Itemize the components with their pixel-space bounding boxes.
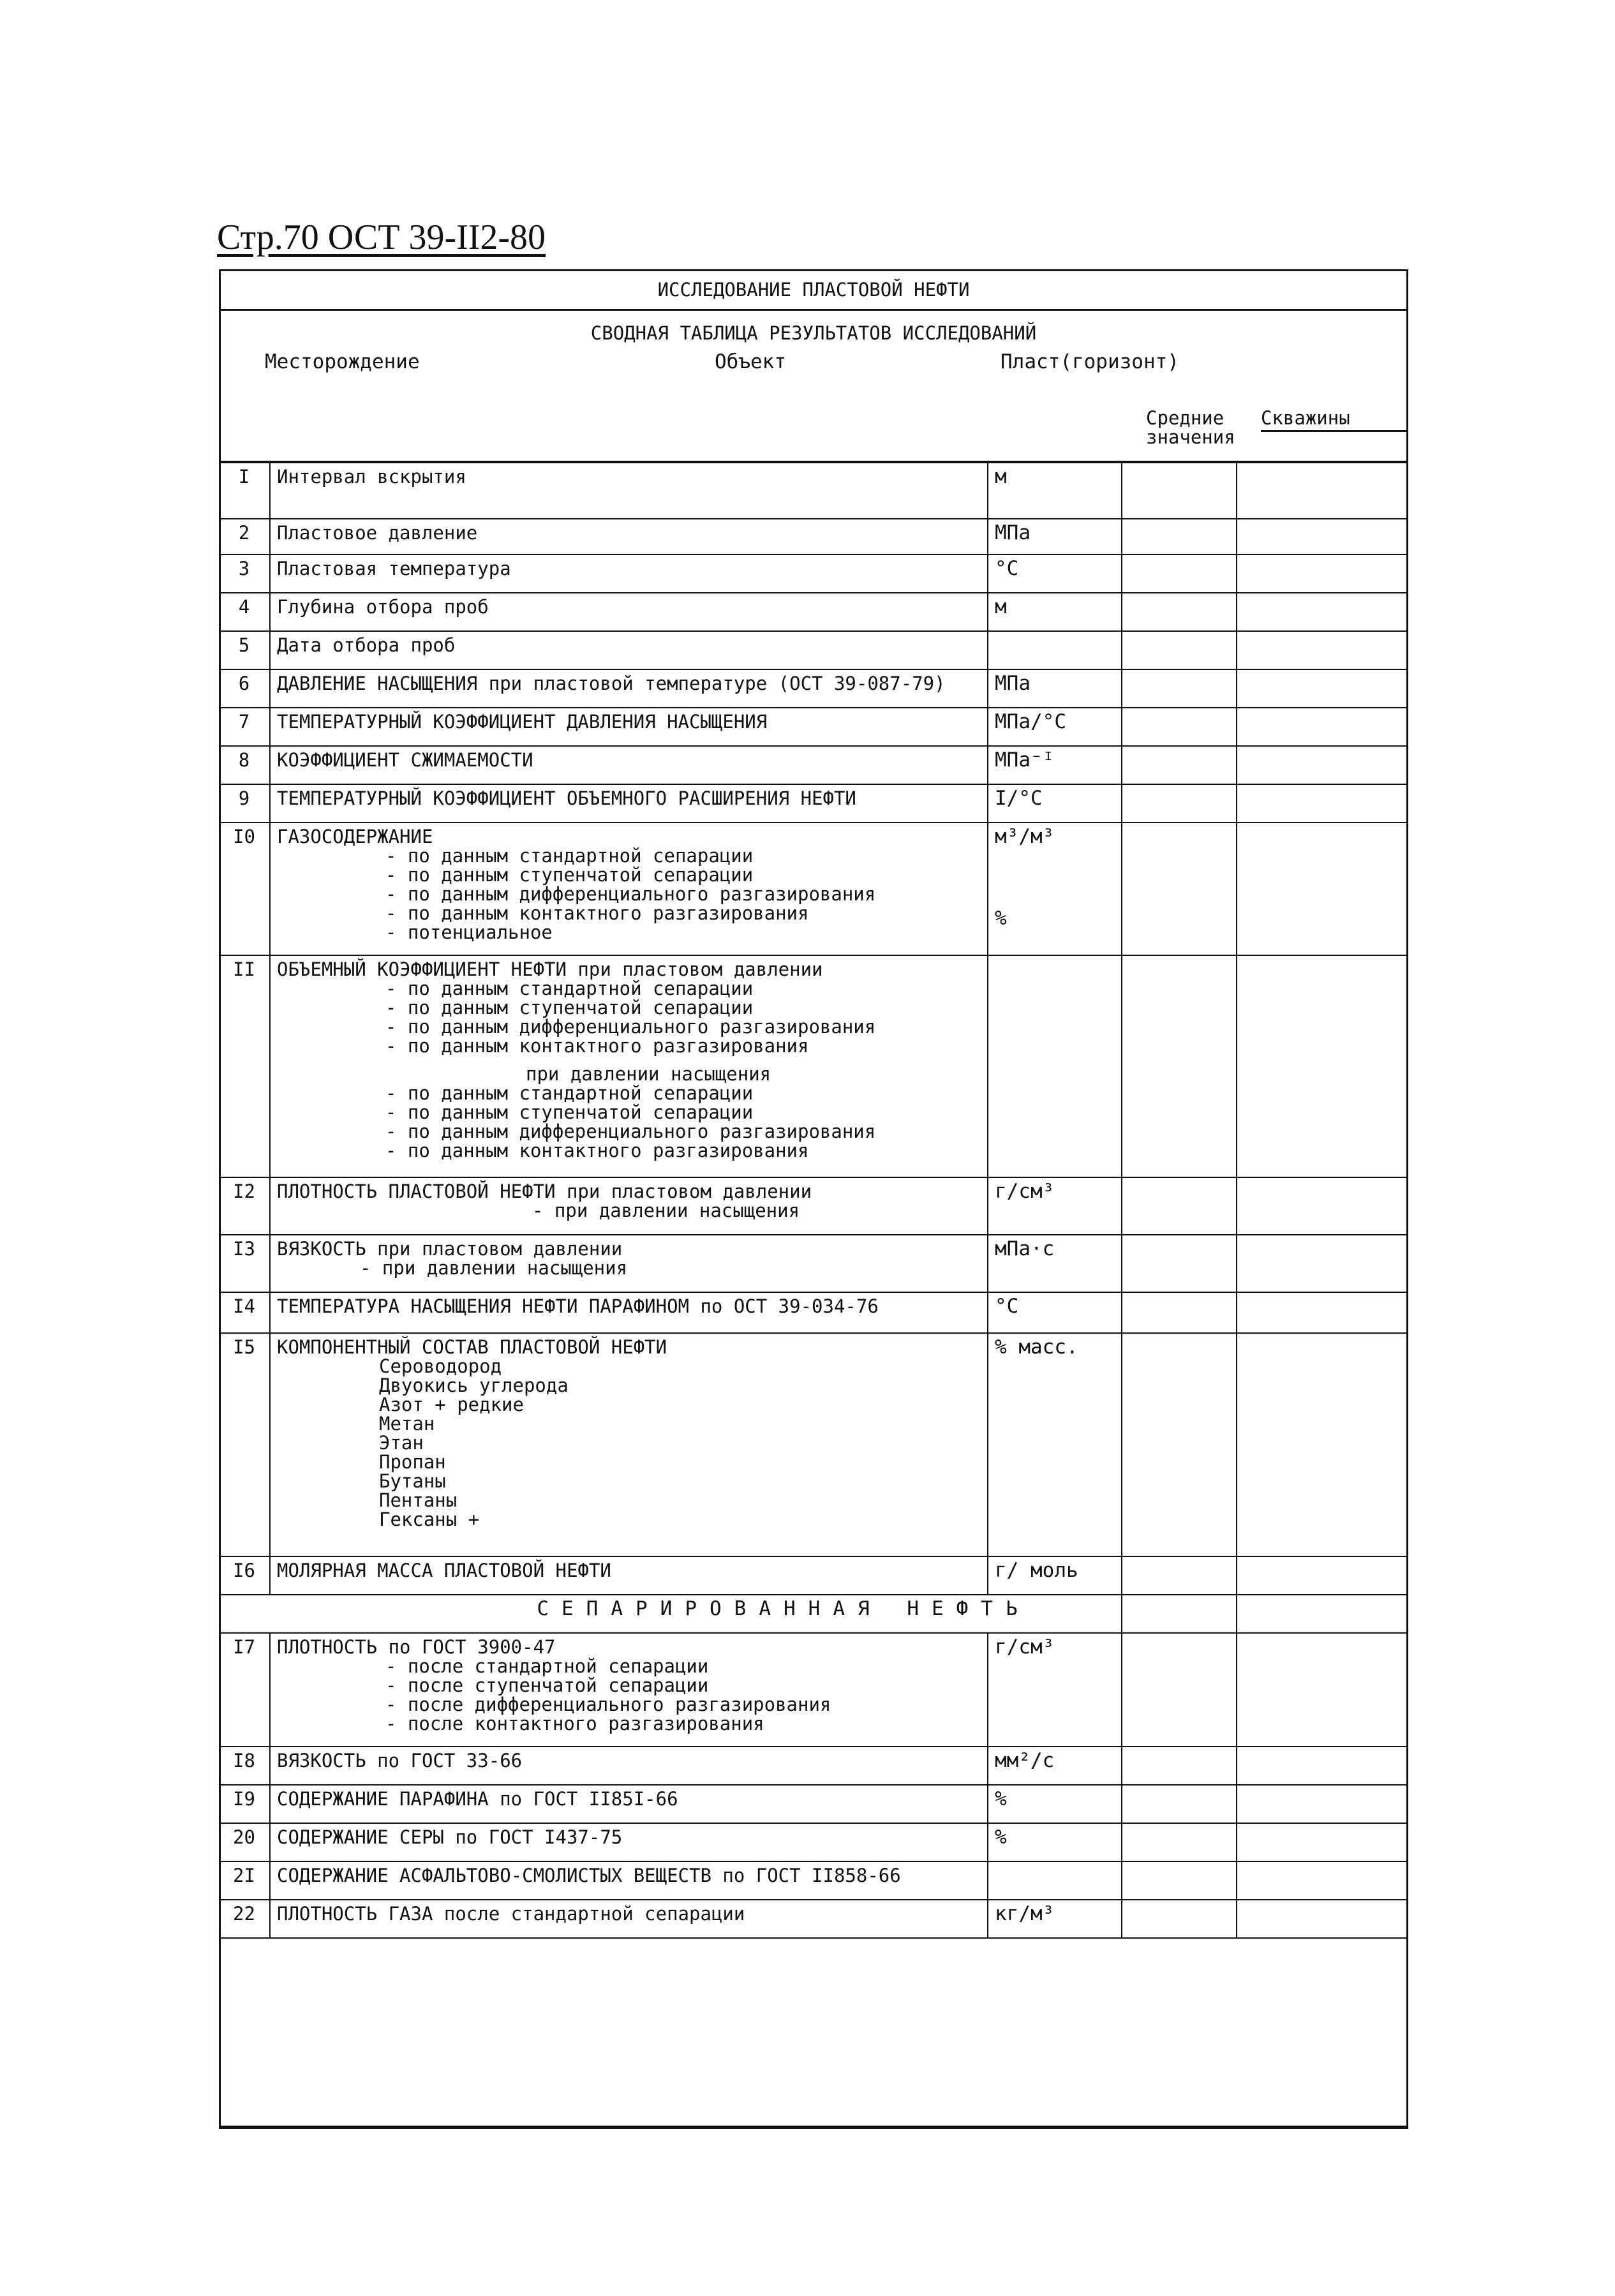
parameter-subitem: Гексаны +: [379, 1509, 480, 1530]
parameter-name: ТЕМПЕРАТУРА НАСЫЩЕНИЯ НЕФТИ ПАРАФИНОМ по ОСТ 39-034-76: [277, 1295, 879, 1317]
table-row: [219, 784, 1408, 823]
parameter-name: ВЯЗКОСТЬ по ГОСТ 33-66: [277, 1750, 523, 1771]
well-value-cell[interactable]: [1237, 746, 1408, 784]
unit-text: мм²/с: [995, 1749, 1055, 1772]
row-unit: [988, 669, 1122, 708]
unit-text: м³/м³: [995, 825, 1055, 848]
row-number: [219, 555, 270, 593]
parameter-subitem: - по данным стандартной сепарации: [385, 845, 754, 867]
parameter-name: ТЕМПЕРАТУРНЫЙ КОЭФФИЦИЕНТ ДАВЛЕНИЯ НАСЫЩЕНИЯ: [277, 711, 768, 733]
parameter-name: КОЭФФИЦИЕНТ СЖИМАЕМОСТИ: [277, 749, 533, 771]
avg-value-cell[interactable]: [1122, 1747, 1237, 1785]
well-value-cell[interactable]: [1237, 955, 1408, 1177]
table-row: [219, 746, 1408, 784]
parameter-subitem: Бутаны: [379, 1470, 446, 1492]
parameter-subitem: - после стандартной сепарации: [385, 1655, 709, 1677]
row-number-text: 2: [238, 522, 250, 544]
parameter-subitem: - по данным контактного разгазирования: [385, 1035, 809, 1057]
row-number-text: 6: [238, 673, 250, 694]
well-value-cell[interactable]: [1237, 631, 1408, 669]
table-row: [219, 1333, 1408, 1556]
avg-value-cell[interactable]: [1122, 1823, 1237, 1861]
row-unit: [988, 955, 1122, 1177]
row-number-text: I9: [233, 1788, 255, 1810]
well-value-cell[interactable]: [1237, 1333, 1408, 1556]
row-parameter: [270, 463, 988, 519]
row-parameter: [270, 555, 988, 593]
row-unit: [988, 1633, 1122, 1747]
row-unit: [988, 1900, 1122, 1938]
parameter-subitem: - по данным ступенчатой сепарации: [385, 864, 754, 886]
row-number-text: I: [238, 466, 250, 488]
row-unit: [988, 1333, 1122, 1556]
row-number-text: I7: [233, 1636, 255, 1658]
parameter-name: СОДЕРЖАНИЕ АСФАЛЬТОВО-СМОЛИСТЫХ ВЕЩЕСТВ по ГОСТ II858-66: [277, 1865, 901, 1886]
parameter-subheading: при давлении насыщения: [526, 1063, 771, 1085]
row-unit: [988, 1292, 1122, 1333]
unit-text: МПа: [995, 521, 1031, 544]
row-unit: [988, 784, 1122, 823]
well-value-cell[interactable]: [1237, 1747, 1408, 1785]
row-number-text: 22: [233, 1903, 255, 1925]
row-unit: [988, 823, 1122, 955]
parameter-name: ПЛОТНОСТЬ по ГОСТ 3900-47: [277, 1636, 556, 1658]
table-row: [219, 955, 1408, 1177]
row-unit: [988, 1747, 1122, 1785]
section-title: СЕПАРИРОВАННАЯ НЕФТЬ: [219, 1595, 1122, 1633]
row-unit: [988, 746, 1122, 784]
parameter-name: МОЛЯРНАЯ МАССА ПЛАСТОВОЙ НЕФТИ: [277, 1560, 611, 1581]
table-row: [219, 1235, 1408, 1292]
well-value-cell[interactable]: [1237, 1235, 1408, 1292]
row-parameter: [270, 1785, 988, 1823]
table-row: [219, 1747, 1408, 1785]
parameter-name: ПЛОТНОСТЬ ПЛАСТОВОЙ НЕФТИ при пластовом давлении: [277, 1181, 812, 1202]
row-unit: [988, 1823, 1122, 1861]
parameter-subitem: - по данным дифференциального разгазирования: [385, 1016, 876, 1038]
row-number: [219, 1785, 270, 1823]
table-row: [219, 1556, 1408, 1595]
well-value-cell[interactable]: [1237, 823, 1408, 955]
well-value-cell[interactable]: [1237, 1861, 1408, 1900]
results-table: [219, 462, 1408, 1939]
row-number: [219, 955, 270, 1177]
parameter-subitem: - по данным дифференциального разгазирования: [385, 883, 876, 905]
table-row: [219, 1900, 1408, 1938]
table-row: [219, 1785, 1408, 1823]
avg-value-cell[interactable]: [1122, 1785, 1237, 1823]
table-row: [219, 1633, 1408, 1747]
parameter-subitem: - после контактного разгазирования: [385, 1713, 764, 1734]
avg-values-header: [1146, 408, 1235, 447]
parameter-subitem: - по данным ступенчатой сепарации: [385, 1101, 754, 1123]
row-number: [219, 631, 270, 669]
row-number: [219, 1823, 270, 1861]
parameter-name: КОМПОНЕНТНЫЙ СОСТАВ ПЛАСТОВОЙ НЕФТИ: [277, 1336, 667, 1358]
avg-value-cell[interactable]: [1122, 593, 1237, 631]
unit-text: I/°С: [995, 787, 1043, 810]
parameter-subitem: - по данным контактного разгазирования: [385, 1140, 809, 1161]
row-parameter: [270, 955, 988, 1177]
row-unit: [988, 708, 1122, 746]
parameter-name: Интервал вскрытия: [277, 466, 466, 488]
parameter-name: СОДЕРЖАНИЕ СЕРЫ по ГОСТ I437-75: [277, 1826, 623, 1848]
parameter-subitem: - потенциальное: [385, 921, 553, 943]
avg-value-cell[interactable]: [1122, 708, 1237, 746]
row-number: [219, 823, 270, 955]
unit-text: МПа: [995, 672, 1031, 695]
well-value-cell[interactable]: [1237, 555, 1408, 593]
well-value-cell[interactable]: [1237, 1556, 1408, 1595]
row-number-text: II: [233, 958, 255, 980]
row-parameter: [270, 746, 988, 784]
avg-value-cell[interactable]: [1122, 669, 1237, 708]
table-row: [219, 1177, 1408, 1235]
row-number: [219, 1292, 270, 1333]
table-row: [219, 823, 1408, 955]
row-unit: [988, 463, 1122, 519]
row-unit: [988, 1785, 1122, 1823]
unit-text: % масс.: [995, 1336, 1078, 1359]
row-parameter: [270, 823, 988, 955]
row-unit: [988, 593, 1122, 631]
unit-text: °С: [995, 557, 1019, 580]
well-value-cell[interactable]: [1237, 519, 1408, 555]
row-number: [219, 519, 270, 555]
well-value-cell[interactable]: [1237, 1785, 1408, 1823]
table-row: [219, 463, 1408, 519]
well-value-cell[interactable]: [1237, 1900, 1408, 1938]
parameter-name: СОДЕРЖАНИЕ ПАРАФИНА по ГОСТ II85I-66: [277, 1788, 678, 1810]
parameter-name: Глубина отбора проб: [277, 596, 489, 618]
row-number: [219, 784, 270, 823]
well-value-cell[interactable]: [1237, 1823, 1408, 1861]
document-title: ИССЛЕДОВАНИЕ ПЛАСТОВОЙ НЕФТИ: [657, 279, 970, 301]
title-divider: [219, 309, 1408, 311]
parameter-subitem: Пентаны: [379, 1489, 458, 1511]
table-row: [219, 631, 1408, 669]
row-number: [219, 1861, 270, 1900]
row-unit: [988, 1177, 1122, 1235]
unit-text: кг/м³: [995, 1902, 1055, 1925]
row-number: [219, 463, 270, 519]
row-number: [219, 1900, 270, 1938]
well-value-cell[interactable]: [1237, 593, 1408, 631]
wells-header: Скважины: [1261, 407, 1350, 429]
row-number-text: I3: [233, 1238, 255, 1260]
table-row: [219, 519, 1408, 555]
row-unit: [988, 631, 1122, 669]
table-row: [219, 1861, 1408, 1900]
parameter-subitem: Этан: [379, 1432, 424, 1454]
row-parameter: [270, 1556, 988, 1595]
object-label: Объект: [715, 350, 786, 373]
well-value-cell[interactable]: [1237, 463, 1408, 519]
unit-text: %: [995, 1826, 1007, 1849]
row-parameter: [270, 593, 988, 631]
avg-value-cell[interactable]: [1122, 1556, 1237, 1595]
row-parameter: [270, 631, 988, 669]
row-number-text: 9: [238, 787, 250, 809]
row-number: [219, 593, 270, 631]
unit-text: г/ моль: [995, 1559, 1078, 1582]
row-parameter: [270, 1333, 988, 1556]
avg-value-cell[interactable]: [1122, 823, 1237, 955]
row-parameter: [270, 1747, 988, 1785]
row-unit: [988, 1556, 1122, 1595]
row-number-text: 4: [238, 596, 250, 618]
row-unit: [988, 519, 1122, 555]
table-row: [219, 555, 1408, 593]
row-number-text: 20: [233, 1826, 255, 1848]
unit-text: МПа⁻ᴵ: [995, 749, 1055, 772]
row-number: [219, 1633, 270, 1747]
avg-value-cell[interactable]: [1122, 784, 1237, 823]
row-parameter: [270, 1235, 988, 1292]
summary-title: СВОДНАЯ ТАБЛИЦА РЕЗУЛЬТАТОВ ИССЛЕДОВАНИЙ: [590, 322, 1037, 344]
unit-text: г/см³: [995, 1180, 1055, 1203]
parameter-subitem: - при давлении насыщения: [532, 1200, 800, 1221]
row-number: [219, 1333, 270, 1556]
unit-text: м: [995, 595, 1007, 618]
avg-values-header-line1: Средние: [1146, 407, 1224, 429]
avg-value-cell[interactable]: [1122, 955, 1237, 1177]
unit-text: г/см³: [995, 1636, 1055, 1659]
parameter-subitem: Двуокись углерода: [379, 1375, 569, 1396]
parameter-subitem: - по данным стандартной сепарации: [385, 1082, 754, 1104]
row-number-text: 8: [238, 749, 250, 771]
results-table-body: [219, 463, 1408, 1938]
row-parameter: [270, 669, 988, 708]
wells-header-rule: [1261, 430, 1406, 432]
avg-value-cell[interactable]: [1122, 1292, 1237, 1333]
table-row: [219, 1292, 1408, 1333]
parameter-subitem: - по данным ступенчатой сепарации: [385, 997, 754, 1018]
parameter-subitem: - при давлении насыщения: [360, 1257, 628, 1279]
parameter-subitem: - по данным стандартной сепарации: [385, 978, 754, 999]
row-number: [219, 1177, 270, 1235]
avg-value-cell[interactable]: [1122, 1333, 1237, 1556]
unit-text: °С: [995, 1295, 1019, 1318]
avg-value-cell[interactable]: [1122, 1900, 1237, 1938]
avg-value-cell[interactable]: [1122, 1235, 1237, 1292]
section-row: [219, 1595, 1408, 1633]
parameter-subitem: Азот + редкие: [379, 1394, 524, 1415]
well-value-cell[interactable]: [1237, 1177, 1408, 1235]
row-number: [219, 746, 270, 784]
row-number-text: I5: [233, 1336, 255, 1358]
row-parameter: [270, 1861, 988, 1900]
unit-text: мПа·с: [995, 1237, 1055, 1260]
avg-value-cell[interactable]: [1122, 1861, 1237, 1900]
row-number-text: 5: [238, 634, 250, 656]
well-value-cell[interactable]: [1237, 1633, 1408, 1747]
avg-value-cell[interactable]: [1122, 1633, 1237, 1747]
row-parameter: [270, 708, 988, 746]
parameter-name: Пластовая температура: [277, 558, 511, 579]
row-number: [219, 708, 270, 746]
row-number: [219, 669, 270, 708]
page-header: Стр.70 ОСТ 39-II2-80: [217, 218, 546, 257]
row-number-text: I6: [233, 1560, 255, 1581]
row-parameter: [270, 1823, 988, 1861]
well-value-cell[interactable]: [1237, 1292, 1408, 1333]
row-number-text: I8: [233, 1750, 255, 1771]
table-row: [219, 669, 1408, 708]
row-number-text: I2: [233, 1181, 255, 1202]
avg-values-header-line2: значения: [1146, 426, 1235, 448]
row-parameter: [270, 1292, 988, 1333]
table-row: [219, 1823, 1408, 1861]
plast-label: Пласт(горизонт): [1001, 350, 1179, 373]
avg-value-cell[interactable]: [1122, 631, 1237, 669]
row-parameter: [270, 784, 988, 823]
row-number-text: 2I: [233, 1865, 255, 1886]
well-value-cell[interactable]: [1237, 708, 1408, 746]
table-row: [219, 593, 1408, 631]
parameter-name: Дата отбора проб: [277, 634, 456, 656]
row-number: [219, 1747, 270, 1785]
avg-value-cell[interactable]: [1122, 463, 1237, 519]
parameter-subitem: - по данным контактного разгазирования: [385, 902, 809, 924]
parameter-name: ОБЪЕМНЫЙ КОЭФФИЦИЕНТ НЕФТИ при пластовом давлении: [277, 958, 823, 980]
unit-text: м: [995, 465, 1007, 488]
table-row: [219, 708, 1408, 746]
row-number: [219, 1235, 270, 1292]
parameter-name: ПЛОТНОСТЬ ГАЗА после стандартной сепарации: [277, 1903, 745, 1925]
parameter-name: Пластовое давление: [277, 522, 478, 544]
avg-value-cell[interactable]: [1122, 519, 1237, 555]
field-label: Месторождение: [265, 350, 420, 373]
row-number-text: I0: [233, 826, 255, 847]
unit-text: МПа/°С: [995, 710, 1066, 733]
parameter-name: ТЕМПЕРАТУРНЫЙ КОЭФФИЦИЕНТ ОБЪЕМНОГО РАСШИРЕНИЯ НЕФТИ: [277, 787, 856, 809]
row-unit: [988, 555, 1122, 593]
parameter-subitem: Пропан: [379, 1451, 446, 1473]
row-unit: [988, 1861, 1122, 1900]
row-number: [219, 1556, 270, 1595]
parameter-name: ВЯЗКОСТЬ при пластовом давлении: [277, 1238, 623, 1260]
row-parameter: [270, 1633, 988, 1747]
row-number-text: 3: [238, 558, 250, 579]
row-parameter: [270, 519, 988, 555]
row-parameter: [270, 1177, 988, 1235]
parameter-subitem: Метан: [379, 1413, 435, 1435]
parameter-subitem: - после ступенчатой сепарации: [385, 1674, 709, 1696]
parameter-subitem: - по данным дифференциального разгазирования: [385, 1121, 876, 1142]
row-parameter: [270, 1900, 988, 1938]
avg-value-cell[interactable]: [1122, 555, 1237, 593]
parameter-subitem: Сероводород: [379, 1355, 502, 1377]
avg-value-cell[interactable]: [1122, 1595, 1237, 1633]
row-unit: [988, 1235, 1122, 1292]
well-value-cell[interactable]: [1237, 784, 1408, 823]
row-number-text: 7: [238, 711, 250, 733]
parameter-name: ГАЗОСОДЕРЖАНИЕ: [277, 826, 433, 847]
parameter-subitem: - после дифференциального разгазирования: [385, 1694, 831, 1715]
avg-value-cell[interactable]: [1122, 746, 1237, 784]
well-value-cell[interactable]: [1237, 1595, 1408, 1633]
avg-value-cell[interactable]: [1122, 1177, 1237, 1235]
row-number-text: I4: [233, 1295, 255, 1317]
well-value-cell[interactable]: [1237, 669, 1408, 708]
parameter-name: ДАВЛЕНИЕ НАСЫЩЕНИЯ при пластовой температуре (ОСТ 39-087-79): [277, 673, 946, 694]
unit-text: %: [995, 1787, 1007, 1810]
unit-text-secondary: %: [995, 907, 1007, 930]
